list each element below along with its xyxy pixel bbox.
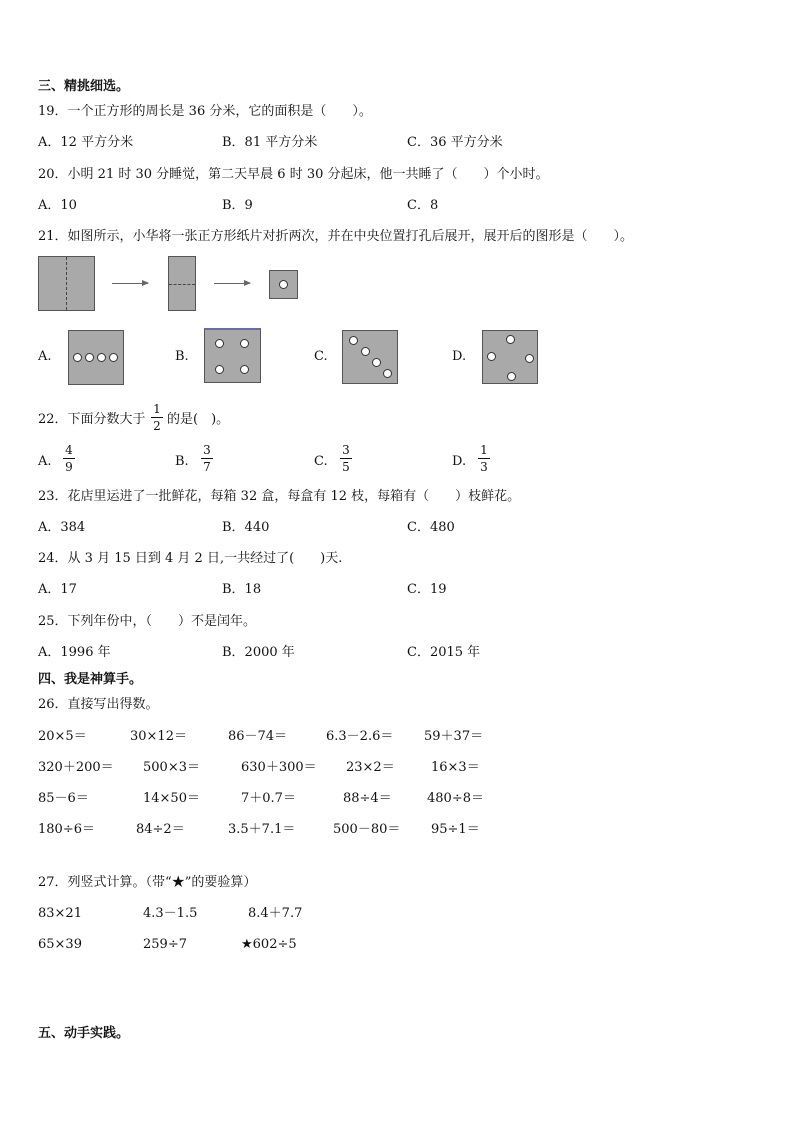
q21-option-c-label: C. <box>314 349 328 364</box>
q26-stem: 26．直接写出得数。 <box>38 697 159 712</box>
q21-option-d-figure <box>482 330 538 384</box>
q21-option-b-figure <box>204 328 261 383</box>
hole <box>215 365 224 374</box>
q25-option-b: B．2000 年 <box>222 645 295 660</box>
denominator: 2 <box>153 419 161 433</box>
section-5-heading: 五、动手实践。 <box>38 1026 130 1041</box>
vertical-calc-item: 4.3－1.5 <box>143 906 198 921</box>
calc-item: 7＋0.7＝ <box>241 791 296 806</box>
paper-folded-twice <box>269 270 298 299</box>
q21-stem: 21．如图所示，小华将一张正方形纸片对折两次，并在中央位置打孔后展开，展开后的图形是（ ）。 <box>38 229 634 244</box>
q24-option-a: A．17 <box>38 582 77 597</box>
calc-item: 88÷4＝ <box>343 791 392 806</box>
numerator: 1 <box>153 402 161 416</box>
calc-item: 500×3＝ <box>143 760 200 775</box>
q22-option-c-label: C. <box>314 454 328 469</box>
calc-item: 6.3－2.6＝ <box>326 729 394 744</box>
calc-item: 320＋200＝ <box>38 760 114 775</box>
arrow-right-icon <box>112 283 148 284</box>
vertical-calc-item: ★602÷5 <box>241 937 297 952</box>
q24-option-c: C．19 <box>407 582 447 597</box>
denominator: 7 <box>203 460 211 474</box>
hole <box>349 336 358 345</box>
punched-hole <box>279 280 288 289</box>
q20-option-b: B．9 <box>222 198 253 213</box>
q27-stem: 27．列竖式计算。（带“★”的要验算） <box>38 875 257 890</box>
q22-option-c-fraction <box>340 443 352 474</box>
q21-option-a-label: A. <box>38 349 52 364</box>
hole <box>507 372 516 381</box>
hole <box>240 339 249 348</box>
hole <box>525 354 534 363</box>
q25-stem: 25．下列年份中，（ ）不是闰年。 <box>38 614 257 629</box>
denominator: 9 <box>65 460 73 474</box>
calc-item: 84÷2＝ <box>136 822 185 837</box>
arrow-right-icon <box>214 283 250 284</box>
denominator: 3 <box>480 460 488 474</box>
hole <box>383 369 392 378</box>
vertical-calc-item: 83×21 <box>38 906 82 921</box>
calc-item: 23×2＝ <box>346 760 395 775</box>
q22-option-b-label: B. <box>175 454 189 469</box>
q22-option-d-fraction <box>478 443 490 474</box>
q23-option-a: A．384 <box>38 520 86 535</box>
q23-option-c: C．480 <box>407 520 455 535</box>
q20-option-c: C．8 <box>407 198 439 213</box>
q22-option-a-label: A. <box>38 454 52 469</box>
hole <box>215 339 224 348</box>
calc-item: 95÷1＝ <box>431 822 480 837</box>
hole <box>97 353 106 362</box>
calc-item: 16×3＝ <box>431 760 480 775</box>
hole <box>109 353 118 362</box>
hole <box>85 353 94 362</box>
calc-item: 180÷6＝ <box>38 822 95 837</box>
hole <box>361 347 370 356</box>
q23-stem: 23．花店里运进了一批鲜花，每箱 32 盒，每盒有 12 枝，每箱有（ ）枝鲜花。 <box>38 489 521 504</box>
section-3-heading: 三、精挑细选。 <box>38 79 130 94</box>
q19-option-b: B．81 平方分米 <box>222 135 318 150</box>
calc-item: 500－80＝ <box>333 822 401 837</box>
numerator: 3 <box>342 443 350 457</box>
calc-item: 86－74＝ <box>228 729 288 744</box>
numerator: 1 <box>480 443 488 457</box>
calc-item: 85－6＝ <box>38 791 89 806</box>
section-4-heading: 四、我是神算手。 <box>38 672 143 687</box>
q22-option-a-fraction <box>63 443 75 474</box>
q20-option-a: A．10 <box>38 198 77 213</box>
hole <box>506 335 515 344</box>
vertical-calc-item: 8.4＋7.7 <box>248 906 303 921</box>
q24-stem: 24．从 3 月 15 日到 4 月 2 日,一共经过了( )天. <box>38 551 343 566</box>
paper-square-full <box>38 256 95 311</box>
q23-option-b: B．440 <box>222 520 270 535</box>
hole <box>240 365 249 374</box>
q24-option-b: B．18 <box>222 582 262 597</box>
calc-item: 30×12＝ <box>130 729 187 744</box>
denominator: 5 <box>342 460 350 474</box>
hole <box>73 353 82 362</box>
q19-option-c: C．36 平方分米 <box>407 135 503 150</box>
q25-option-a: A．1996 年 <box>38 645 111 660</box>
q25-option-c: C．2015 年 <box>407 645 481 660</box>
q22-option-d-label: D. <box>452 454 467 469</box>
fold-line-vertical <box>66 257 67 310</box>
hole <box>487 352 496 361</box>
q22-stem-post: 的是( )。 <box>167 412 230 427</box>
vertical-calc-item: 259÷7 <box>143 937 187 952</box>
paper-folded-once <box>168 256 196 311</box>
q22-fraction-half <box>151 402 163 433</box>
calc-item: 630＋300＝ <box>241 760 317 775</box>
numerator: 3 <box>203 443 211 457</box>
vertical-calc-item: 65×39 <box>38 937 82 952</box>
hole <box>372 358 381 367</box>
calc-item: 59＋37＝ <box>424 729 484 744</box>
calc-item: 3.5＋7.1＝ <box>228 822 296 837</box>
q22-option-b-fraction <box>201 443 213 474</box>
calc-item: 20×5＝ <box>38 729 87 744</box>
q19-stem: 19．一个正方形的周长是 36 分米，它的面积是（ ）。 <box>38 104 372 119</box>
q20-stem: 20．小明 21 时 30 分睡觉，第二天早晨 6 时 30 分起床，他一共睡了（ ）个小时。 <box>38 167 549 182</box>
calc-item: 14×50＝ <box>143 791 200 806</box>
calc-item: 480÷8＝ <box>427 791 484 806</box>
q21-option-b-label: B. <box>175 349 189 364</box>
q21-option-a-figure <box>68 330 124 385</box>
numerator: 4 <box>65 443 73 457</box>
q19-option-a: A．12 平方分米 <box>38 135 134 150</box>
q22-stem-pre: 22．下面分数大于 <box>38 412 146 427</box>
q21-option-c-figure <box>342 330 398 384</box>
fold-line-horizontal <box>169 284 195 285</box>
q21-option-d-label: D. <box>452 349 467 364</box>
